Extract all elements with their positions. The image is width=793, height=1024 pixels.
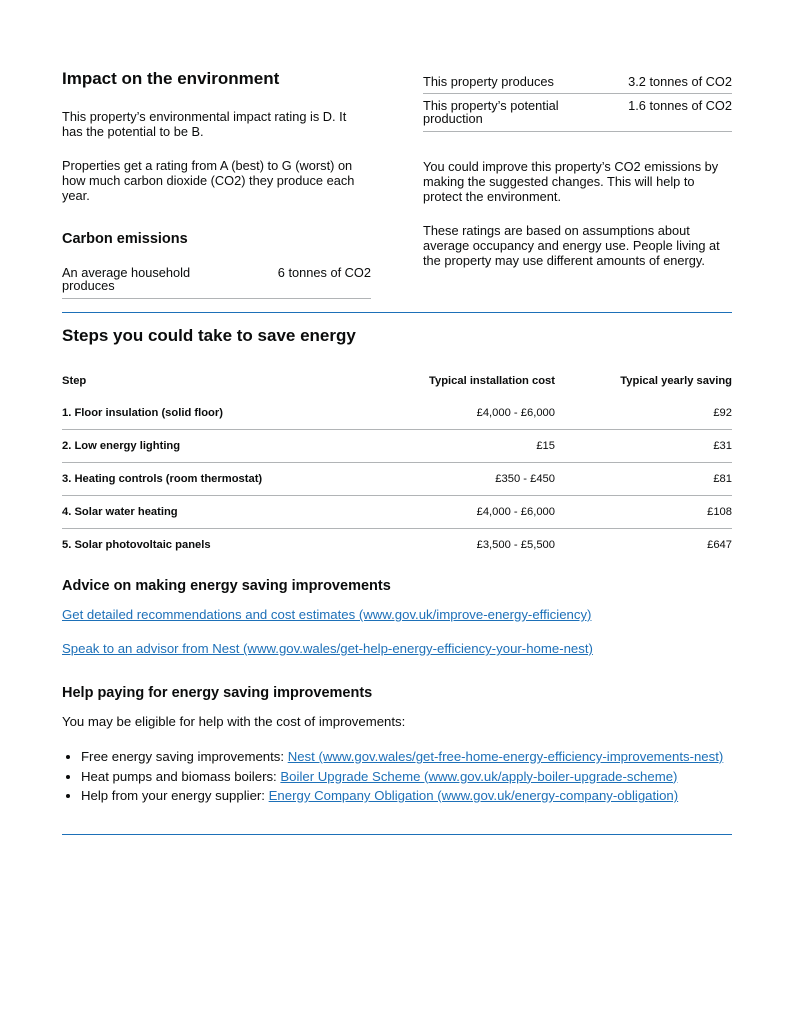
table-row (62, 496, 732, 529)
list-item (81, 767, 723, 787)
nest-advisor-link[interactable]: Speak to an advisor from Nest (www.gov.wales/get-help-energy-efficiency-your-home-nest) (62, 641, 593, 656)
table-row (62, 397, 732, 430)
step-saving: £31 (555, 430, 732, 463)
steps-table (62, 364, 732, 561)
improve-emissions-text: You could improve this property’s CO2 emissions by making the suggested changes. This will help to protect the environment. (423, 159, 719, 204)
carbon-emissions-heading: Carbon emissions (62, 231, 188, 247)
help-paying-heading: Help paying for energy saving improvements (62, 685, 373, 701)
energy-company-obligation-link[interactable]: Energy Company Obligation (www.gov.uk/energy-company-obligation) (268, 788, 679, 803)
ratings-assumptions-text: These ratings are based on assumptions about average occupancy and energy use. People living at the property may use different amounts of energy. (423, 223, 720, 268)
nest-improvements-link[interactable]: Nest (www.gov.wales/get-free-home-energy-efficiency-improvements-nest) (287, 749, 724, 764)
section-divider (62, 312, 732, 313)
table-row (62, 430, 732, 463)
recommendations-link[interactable]: Get detailed recommendations and cost estimates (www.gov.uk/improve-energy-efficiency) (62, 607, 592, 622)
table-row (62, 463, 732, 496)
saving-column-header: Typical yearly saving (620, 374, 732, 387)
help-intro-text: You may be eligible for help with the cost of improvements: (62, 714, 406, 729)
step-cost: £350 - £450 (362, 463, 555, 496)
step-name: 3. Heating controls (room thermostat) (62, 463, 362, 496)
steps-heading: Steps you could take to save energy (62, 326, 356, 345)
step-saving: £81 (555, 463, 732, 496)
household-value: 6 tonnes of CO2 (277, 265, 371, 280)
step-column-header: Step (62, 374, 87, 387)
cost-column-header: Typical installation cost (429, 374, 555, 387)
household-rule (62, 298, 371, 299)
table-row (62, 529, 732, 562)
list-item (81, 747, 723, 767)
step-name: 1. Floor insulation (solid floor) (62, 407, 223, 419)
bottom-divider (62, 834, 732, 835)
step-saving: £92 (713, 407, 732, 419)
step-cost: £4,000 - £6,000 (362, 496, 555, 529)
help-item-prefix: Help from your energy supplier: (81, 788, 269, 803)
step-saving: £647 (555, 529, 732, 562)
property-produces-label: This property produces (423, 74, 554, 89)
step-cost: £3,500 - £5,500 (362, 529, 555, 562)
impact-heading: Impact on the environment (62, 69, 280, 88)
impact-rating-explanation: Properties get a rating from A (best) to G (worst) on how much carbon dioxide (CO2) they produce each year. (62, 158, 355, 203)
potential-rule (423, 131, 732, 132)
potential-production-row (423, 99, 732, 125)
step-name: 4. Solar water heating (62, 496, 362, 529)
impact-rating-text: This property’s environmental impact rating is D. It has the potential to be B. (62, 109, 347, 139)
step-saving: £108 (555, 496, 732, 529)
help-item-prefix: Heat pumps and biomass boilers: (81, 768, 281, 784)
steps-header-row (62, 364, 732, 397)
step-name: 5. Solar photovoltaic panels (62, 529, 362, 562)
boiler-upgrade-link[interactable]: Boiler Upgrade Scheme (www.gov.uk/apply-boiler-upgrade-scheme) (280, 768, 678, 784)
step-cost: £4,000 - £6,000 (476, 407, 555, 419)
property-produces-row (423, 75, 732, 88)
property-produces-value: 3.2 tonnes of CO2 (628, 74, 732, 89)
help-item-prefix: Free energy saving improvements: (81, 749, 288, 764)
list-item (81, 786, 723, 806)
household-emissions-row (62, 266, 371, 292)
help-list (62, 747, 723, 806)
advice-heading: Advice on making energy saving improvements (62, 578, 391, 594)
household-label: An average household produces (62, 265, 191, 293)
potential-production-label: This property’s potential production (423, 98, 559, 126)
potential-production-value: 1.6 tonnes of CO2 (628, 98, 732, 113)
step-cost: £15 (362, 430, 555, 463)
step-name: 2. Low energy lighting (62, 430, 362, 463)
produces-rule (423, 93, 732, 94)
